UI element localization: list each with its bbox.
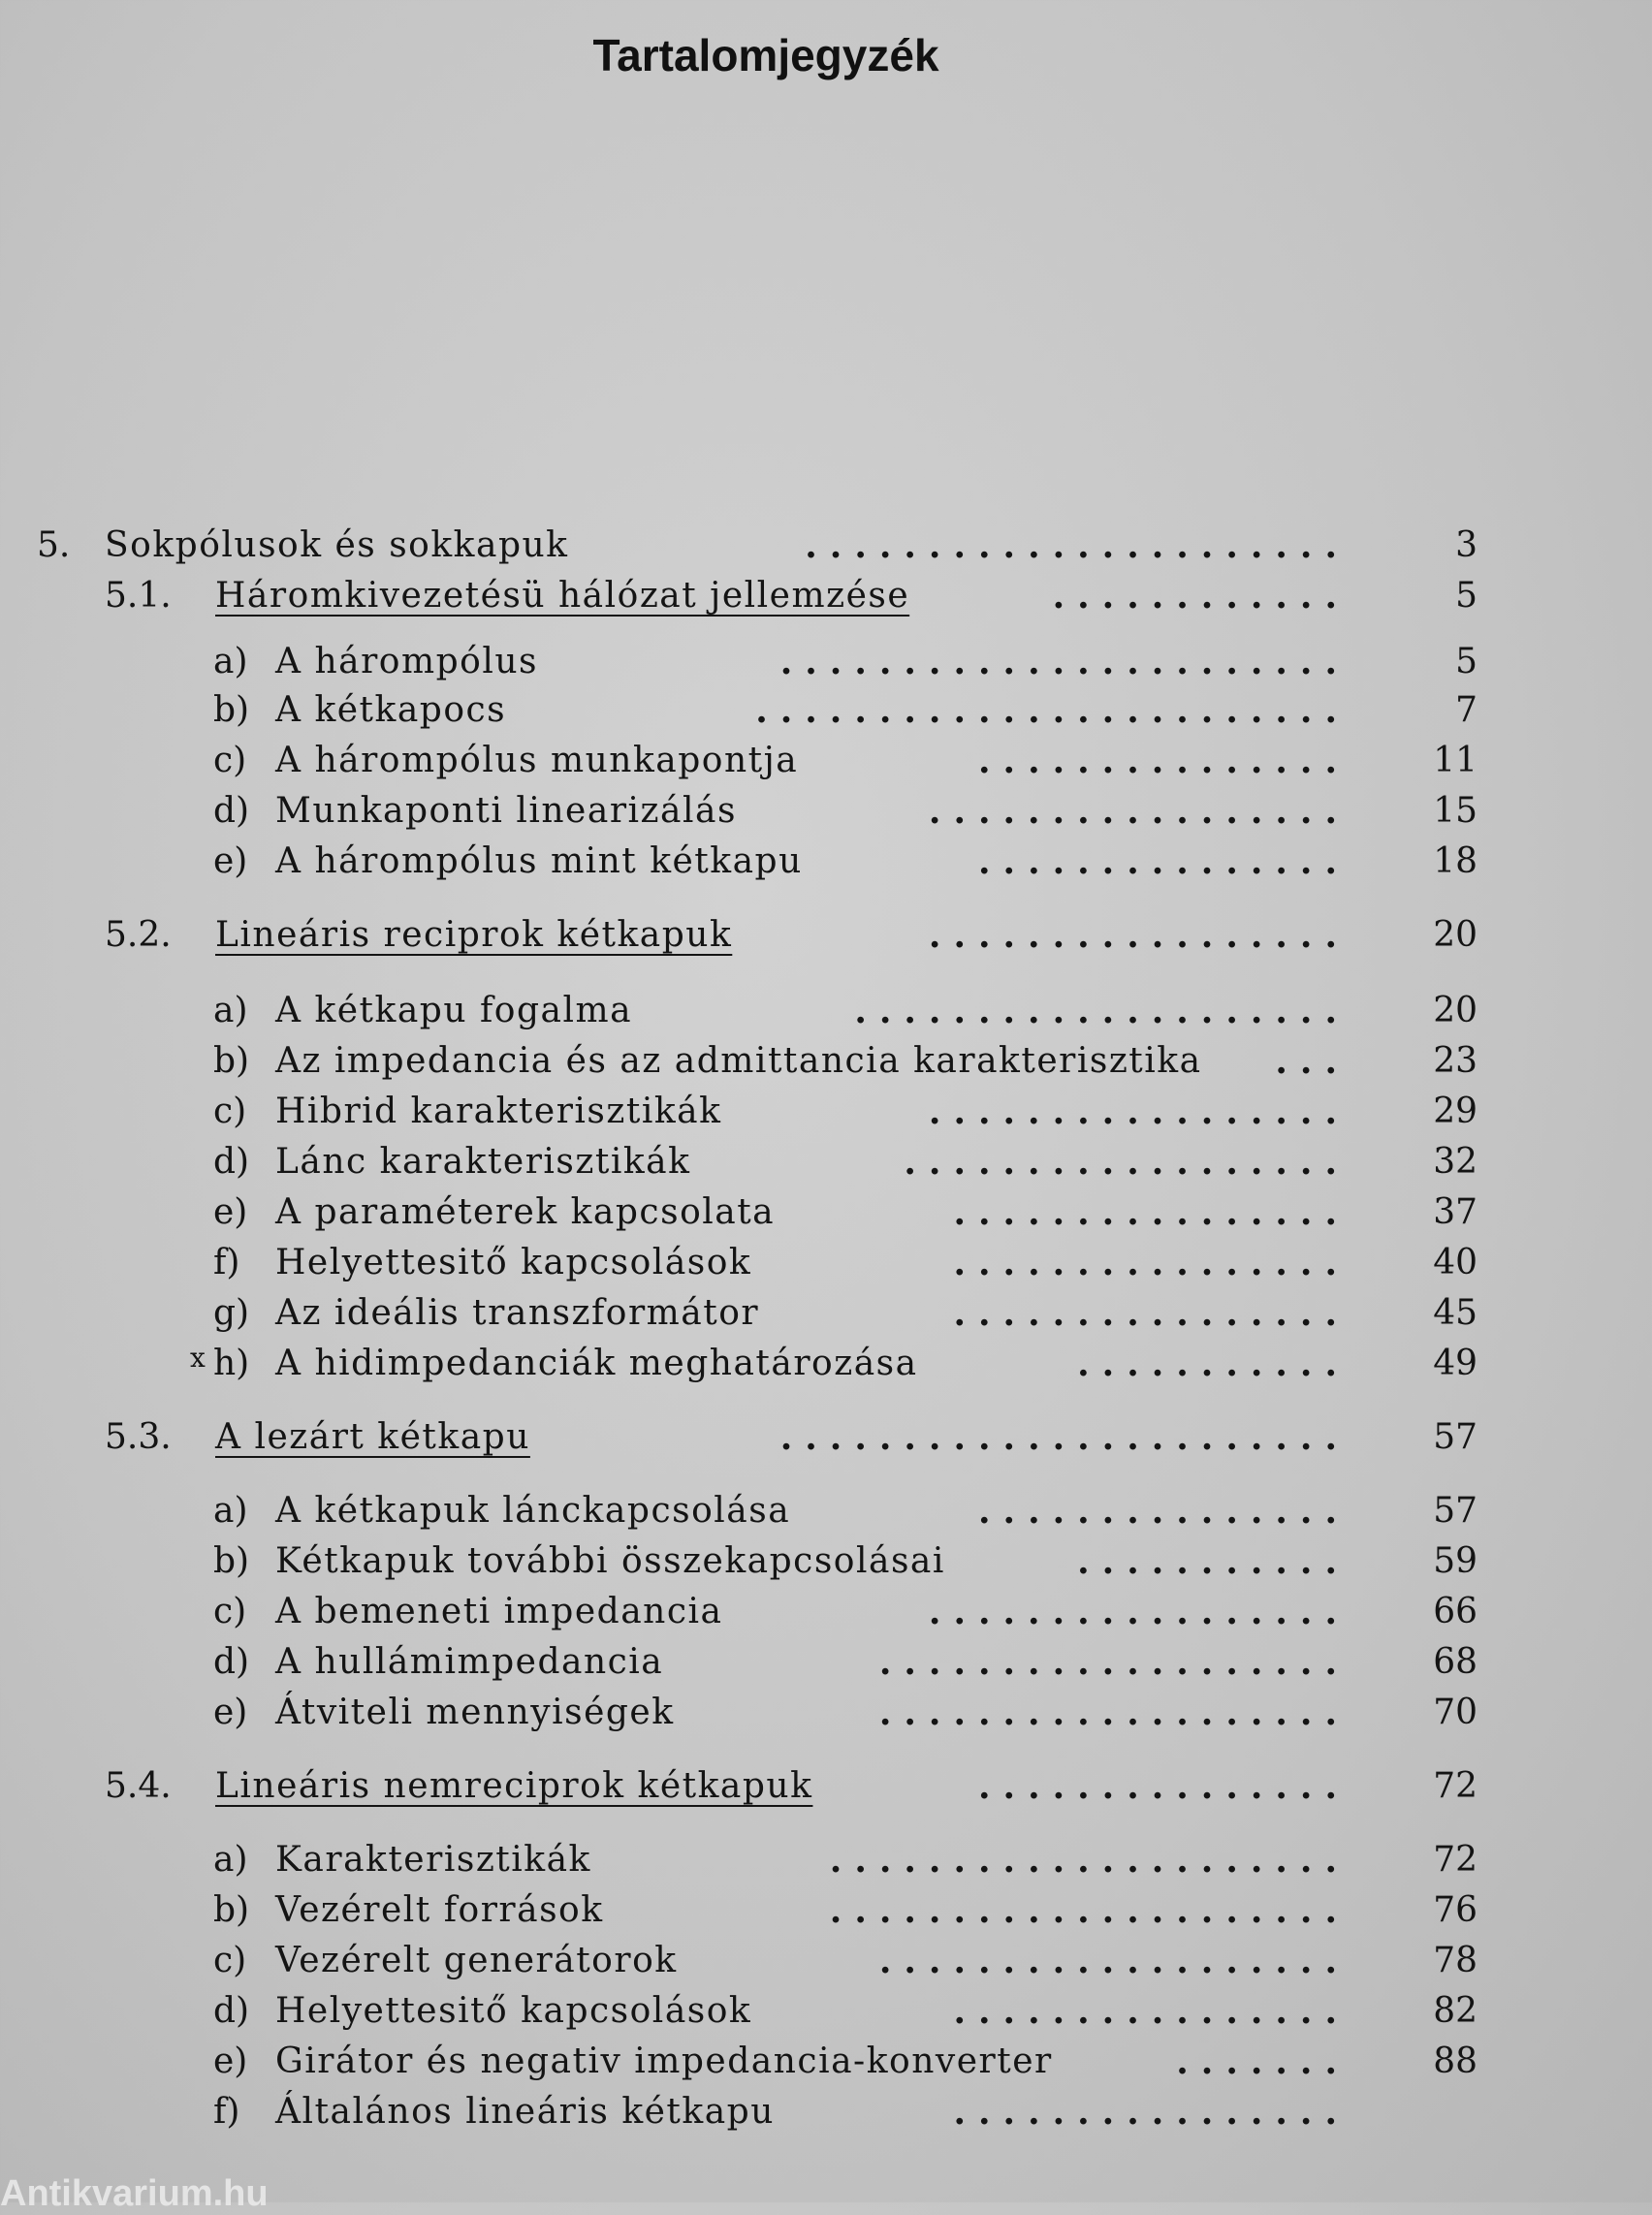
leader-dots: ................... — [878, 1941, 1350, 1981]
toc-entry-number: e) — [213, 1693, 248, 1732]
toc-entry-title: A hidimpedanciák meghatározása — [275, 1344, 918, 1383]
page-title: Tartalomjegyzék — [592, 30, 939, 80]
toc-entry-title: Hibrid karakterisztikák — [275, 1092, 722, 1131]
toc-entry-title: A kétkapuk lánckapcsolása — [275, 1491, 791, 1531]
toc-entry[interactable] — [0, 522, 1652, 570]
toc-entry-page: 59 — [1433, 1541, 1477, 1581]
toc-entry[interactable] — [0, 1638, 1652, 1687]
leader-dots: ........... — [1077, 1344, 1350, 1384]
toc-entry-title: Átviteli mennyiségek — [275, 1693, 675, 1732]
toc-entry-title: A bemeneti impedancia — [275, 1592, 723, 1631]
toc-entry[interactable] — [0, 987, 1652, 1035]
toc-entry[interactable] — [0, 638, 1652, 686]
leader-dots: ................ — [953, 1991, 1350, 2032]
toc-entry-number: d) — [213, 1991, 250, 2031]
leader-dots: ....... — [1176, 2041, 1350, 2082]
toc-entry-title: Helyettesitő kapcsolások — [275, 1991, 752, 2031]
toc-entry-title: Az ideális transzformátor — [275, 1293, 760, 1333]
toc-entry-number: 5.3. — [105, 1417, 172, 1457]
toc-entry-title: Vezérelt források — [275, 1890, 604, 1930]
toc-entry-title: A hárompólus — [275, 642, 539, 681]
toc-entry-page: 76 — [1433, 1890, 1477, 1930]
toc-entry-page: 11 — [1433, 741, 1477, 780]
toc-entry[interactable] — [0, 838, 1652, 886]
toc-entry[interactable] — [0, 1762, 1652, 1811]
toc-entry-number: e) — [213, 2041, 248, 2081]
margin-mark: x — [190, 1342, 206, 1374]
toc-entry-page: 70 — [1433, 1693, 1477, 1732]
toc-entry-number: c) — [213, 1941, 247, 1980]
toc-entry-page: 18 — [1433, 841, 1477, 881]
toc-entry-number: 5.1. — [105, 576, 172, 616]
toc-entry-title: A hárompólus mint kétkapu — [275, 841, 803, 881]
toc-entry-page: 15 — [1433, 791, 1477, 831]
toc-entry-number: h) — [213, 1344, 250, 1383]
leader-dots: ................. — [928, 1092, 1350, 1132]
leader-dots: ................ — [953, 1243, 1350, 1283]
toc-entry-title: Lineáris nemreciprok kétkapuk — [215, 1766, 813, 1806]
leader-dots: .................... — [854, 991, 1350, 1031]
leader-dots: ....................... — [779, 1417, 1350, 1458]
leader-dots: ................... — [878, 1642, 1350, 1683]
toc-entry-number: e) — [213, 841, 248, 881]
toc-entry[interactable] — [0, 2088, 1652, 2136]
toc-entry-page: 72 — [1433, 1766, 1477, 1806]
toc-entry-title: Lánc karakterisztikák — [275, 1142, 691, 1182]
toc-entry[interactable] — [0, 737, 1652, 785]
toc-entry-title: Helyettesitő kapcsolások — [275, 1243, 752, 1282]
toc-entry[interactable] — [0, 572, 1652, 620]
leader-dots: ................ — [953, 2092, 1350, 2133]
toc-entry-title: A paraméterek kapcsolata — [275, 1192, 776, 1232]
toc-entry-title: A kétkapu fogalma — [275, 991, 633, 1030]
leader-dots: ................. — [928, 1592, 1350, 1632]
toc-entry[interactable] — [0, 1037, 1652, 1086]
leader-dots: ............... — [978, 1766, 1350, 1807]
leader-dots: ................ — [953, 1192, 1350, 1233]
toc-entry-number: b) — [213, 690, 250, 730]
toc-entry-page: 40 — [1433, 1243, 1477, 1282]
toc-entry-number: d) — [213, 791, 250, 831]
leader-dots: ................. — [928, 915, 1350, 956]
toc-entry-title: Munkaponti linearizálás — [275, 791, 737, 831]
toc-entry[interactable] — [0, 2038, 1652, 2086]
toc-entry-number: b) — [213, 1541, 250, 1581]
toc-entry-number: 5.4. — [105, 1766, 172, 1806]
leader-dots: .................. — [904, 1142, 1350, 1183]
toc-entry-number: c) — [213, 1092, 247, 1131]
toc-entry-title: A lezárt kétkapu — [215, 1417, 530, 1457]
leader-dots: ..................... — [829, 1840, 1350, 1881]
toc-entry-title: Sokpólusok és sokkapuk — [105, 525, 569, 565]
toc-entry-title: Lineáris reciprok kétkapuk — [215, 915, 733, 955]
toc-entry-page: 7 — [1455, 690, 1477, 730]
toc-entry-number: 5. — [37, 525, 71, 565]
toc-entry-number: 5.2. — [105, 915, 172, 955]
toc-entry[interactable] — [0, 1987, 1652, 2036]
toc-entry-number: b) — [213, 1890, 250, 1930]
toc-entry-number: b) — [213, 1041, 250, 1081]
toc-entry-number: d) — [213, 1642, 250, 1682]
toc-entry-number: c) — [213, 741, 247, 780]
toc-entry[interactable] — [0, 1537, 1652, 1586]
leader-dots: ........... — [1077, 1541, 1350, 1582]
toc-entry-page: 82 — [1433, 1991, 1477, 2031]
toc-entry-page: 66 — [1433, 1592, 1477, 1631]
toc-entry[interactable] — [0, 1836, 1652, 1884]
toc-entry-title: A hárompólus munkapontja — [275, 741, 799, 780]
toc-entry-title: Karakterisztikák — [275, 1840, 591, 1880]
leader-dots: ................... — [878, 1693, 1350, 1733]
toc-entry-page: 45 — [1433, 1293, 1477, 1333]
toc-entry[interactable] — [0, 1588, 1652, 1636]
toc-entry-page: 57 — [1433, 1491, 1477, 1531]
leader-dots: ...................... — [805, 525, 1350, 566]
toc-entry[interactable] — [0, 1413, 1652, 1462]
toc-entry-number: d) — [213, 1142, 250, 1182]
toc-entry-page: 23 — [1433, 1041, 1477, 1081]
toc-entry[interactable] — [0, 1937, 1652, 1985]
toc-entry[interactable] — [0, 787, 1652, 836]
toc-entry-page: 72 — [1433, 1840, 1477, 1880]
toc-entry-title: A kétkapocs — [275, 690, 507, 730]
toc-entry-title: Vezérelt generátorok — [275, 1941, 678, 1980]
toc-entry[interactable] — [0, 1088, 1652, 1136]
toc-entry-number: f) — [213, 1243, 240, 1282]
toc-entry-page: 20 — [1433, 915, 1477, 955]
toc-entry-number: a) — [213, 1840, 248, 1880]
toc-entry[interactable] — [0, 1188, 1652, 1237]
toc-entry-page: 29 — [1433, 1092, 1477, 1131]
leader-dots: ................ — [953, 1293, 1350, 1334]
toc-entry-page: 5 — [1455, 642, 1477, 681]
leader-dots: ............... — [978, 1491, 1350, 1532]
toc-entry-page: 68 — [1433, 1642, 1477, 1682]
toc-entry-title: Az impedancia és az admittancia karakterisztika — [275, 1041, 1202, 1081]
toc-entry-number: f) — [213, 2092, 240, 2132]
watermark: Antikvarium.hu — [0, 2173, 269, 2214]
toc-entry-title: Általános lineáris kétkapu — [275, 2092, 775, 2132]
toc-entry-page: 57 — [1433, 1417, 1477, 1457]
toc-entry-number: a) — [213, 642, 248, 681]
leader-dots: ............... — [978, 841, 1350, 882]
toc-entry-title: A hullámimpedancia — [275, 1642, 664, 1682]
toc-entry-title: Girátor és negativ impedancia-konverter — [275, 2041, 1053, 2081]
toc-entry[interactable] — [0, 1138, 1652, 1187]
toc-entry-number: a) — [213, 991, 248, 1030]
leader-dots: ....................... — [779, 642, 1350, 682]
toc-entry-title: Háromkivezetésü hálózat jellemzése — [215, 576, 910, 616]
toc-entry[interactable] — [0, 1340, 1652, 1388]
toc-entry-page: 32 — [1433, 1142, 1477, 1182]
toc-entry-number: a) — [213, 1491, 248, 1531]
toc-entry-page: 5 — [1455, 576, 1477, 616]
toc-entry-number: e) — [213, 1192, 248, 1232]
toc-entry[interactable] — [0, 1289, 1652, 1338]
leader-dots: ........................ — [755, 690, 1350, 731]
leader-dots: ..................... — [829, 1890, 1350, 1931]
toc-entry-page: 3 — [1455, 525, 1477, 565]
toc-entry-number: c) — [213, 1592, 247, 1631]
toc-entry[interactable] — [0, 1487, 1652, 1535]
toc-entry-number: g) — [213, 1293, 250, 1333]
leader-dots: ............... — [978, 741, 1350, 781]
toc-entry-page: 20 — [1433, 991, 1477, 1030]
leader-dots: ... — [1275, 1041, 1350, 1082]
toc-entry[interactable] — [0, 911, 1652, 960]
toc-entry[interactable] — [0, 1239, 1652, 1287]
leader-dots: ............ — [1052, 576, 1350, 617]
toc-entry[interactable] — [0, 1886, 1652, 1935]
toc-entry-page: 88 — [1433, 2041, 1477, 2081]
toc-entry-title: Kétkapuk további összekapcsolásai — [275, 1541, 945, 1581]
toc-entry-page: 49 — [1433, 1344, 1477, 1383]
toc-entry[interactable] — [0, 686, 1652, 735]
toc-entry-page: 78 — [1433, 1941, 1477, 1980]
toc-entry-page: 37 — [1433, 1192, 1477, 1232]
toc-entry[interactable] — [0, 1689, 1652, 1737]
leader-dots: ................. — [928, 791, 1350, 832]
